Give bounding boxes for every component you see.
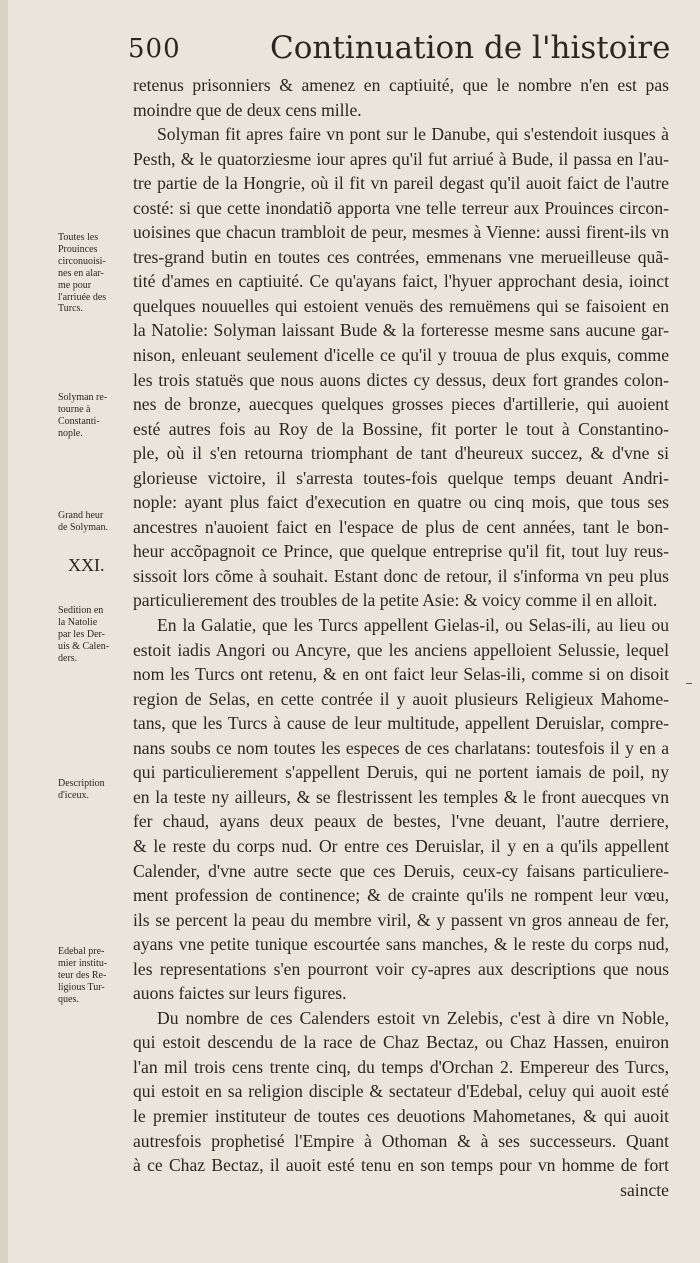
margin-mark — [686, 683, 692, 684]
text-line: uoisines que chacun trambloit de peur, mesmes à Vienne: aussi firent-ils vn — [133, 222, 669, 243]
margin-note-line: la Natolie — [58, 616, 98, 628]
margin-note-sedition — [58, 605, 130, 665]
text-line: à ce Chaz Bectaz, il auoit esté tenu en son temps pour vn homme de fort — [133, 1155, 669, 1176]
text-line: heur accõpagnoit ce Prince, que quelque entreprise qu'il fit, tout luy reus- — [133, 541, 669, 562]
margin-note-provinces-alarme — [58, 232, 130, 315]
margin-note-line: Grand heur — [58, 510, 104, 521]
body-text — [133, 73, 669, 1202]
text-line: Solyman fit apres faire vn pont sur le Danube, qui s'estendoit iusques à — [157, 124, 669, 145]
text-line: ayans vne petite tunique escourtée sans manches, & le reste du corps nud, — [133, 934, 669, 955]
text-line: sissoit lors cõme à souhait. Estant donc de retour, il s'informa vn peu plus — [133, 565, 669, 586]
text-line: moindre que de deux cens mille. — [133, 99, 362, 120]
text-line: glorieuse victoire, il s'arresta toutes-fois quelque temps deuant Andri- — [133, 467, 669, 488]
text-line: & le reste du corps nud. Or entre ces Deruislar, il y en a qu'ils appellent — [133, 835, 669, 856]
text-line: ancestres n'auoient faict en l'espace de plus de cent années, tant le bon- — [133, 516, 669, 537]
text-line: qui particulierement s'appellent Deruis, qui ne portent iamais de poil, ny — [133, 762, 669, 783]
text-line: fer chaud, ayans deux peaux de bestes, l'vne deuant, l'autre derriere, — [133, 811, 669, 832]
margin-note-line: d'iceux. — [58, 789, 89, 801]
margin-note-line: nople. — [58, 427, 83, 439]
text-line: nans soubs ce nom toutes les especes de ces charlatans: toutesfois il y en a — [133, 737, 669, 758]
margin-note-line: Sedition en — [58, 605, 104, 616]
text-line: costé: si que cette inondatiõ apporta vne telle terreur aux Prouinces circon- — [133, 197, 669, 218]
text-line: auons faictes sur leurs figures. — [133, 983, 347, 1004]
margin-note-line: ligious Tur- — [58, 981, 105, 993]
margin-note-line: ders. — [58, 652, 78, 664]
text-line: ple, où il s'en retourna triomphant de tant d'heureux succez, & d'vne si — [133, 443, 669, 464]
text-line: autresfois prophetisé l'Empire à Othoman & à ses successeurs. Quant — [133, 1130, 669, 1151]
text-line: nison, enleuant seulement d'icelle ce qu'il y trouua de plus exquis, comme — [133, 345, 669, 366]
text-line: tité d'ames en captiuité. Ce qu'ayans faict, l'hyuer approchant desia, ioinct — [133, 271, 669, 292]
page-header — [128, 30, 676, 70]
text-line: qui estoit descendu de la race de Chaz Bectaz, ou Chaz Hassen, enuiron — [133, 1032, 669, 1053]
margin-note-line: de Solyman. — [58, 521, 108, 533]
page-gutter — [0, 0, 8, 1263]
margin-note-line: ques. — [58, 993, 79, 1005]
text-line: nom les Turcs ont retenu, & en ont faict leur Selas-ili, comme si on disoit — [133, 664, 669, 685]
text-line: l'an mil trois cens trente cinq, du temps d'Orchan 2. Empereur des Turcs, — [133, 1056, 669, 1077]
text-line: Pesth, & le quatorziesme iour apres qu'il fut arriué à Bude, il passa en l'au- — [133, 148, 669, 169]
text-line: ment profession de continence; & de crainte qu'ils ne rompent leur vœu, — [133, 885, 669, 906]
margin-note-line: teur des Re- — [58, 969, 107, 981]
page-number: 500 — [128, 34, 181, 64]
margin-note-line: tourne à — [58, 403, 91, 415]
margin-note-solyman-retourne — [58, 392, 130, 440]
text-line: qui estoit en sa religion disciple & sectateur d'Edebal, celuy qui auoit esté — [133, 1081, 669, 1102]
margin-note-line: nes en alar- — [58, 267, 104, 279]
text-line: saincte — [620, 1179, 669, 1200]
text-line: la Natolie: Solyman laissant Bude & la forteresse mesme sans aucune gar- — [133, 320, 669, 341]
text-line: tres-grand butin en toutes ces contrées, emmenans vne merueilleuse quã- — [133, 246, 669, 267]
text-line: retenus prisonniers & amenez en captiuité, que le nombre n'en est pas — [133, 75, 669, 95]
margin-note-line: mier institu- — [58, 957, 108, 969]
text-line: Calender, d'vne autre secte que ces Deruis, ceux-cy faisans particuliere- — [133, 860, 669, 881]
text-line: esté autres fois au Roy de la Bossine, fit porter le tout à Constantino- — [133, 418, 669, 439]
text-line: nes de bronze, auecques quelques grosses pieces d'artillerie, qui auoient — [133, 394, 669, 415]
text-line: les representations s'en pourront voir cy-apres aux descriptions que nous — [133, 958, 669, 979]
text-line: particulierement des troubles de la petite Asie: & voicy comme il en alloit. — [133, 590, 658, 611]
text-line: tre partie de la Hongrie, où il fit vn pareil degast qu'il auoit faict de l'autre — [133, 173, 669, 194]
text-line: nople: ayant plus faict d'execution en quatre ou cinq mois, que tous ses — [133, 492, 669, 513]
margin-note-line: Prouinces — [58, 243, 98, 255]
text-line: en la teste ny ailleurs, & se flestrissent les temples & le front auecques vn — [133, 786, 669, 807]
text-line: quelques nouuelles qui estoient venuës des remuëmens qui se faisoient en — [133, 295, 669, 316]
margin-note-line: Edebal pre- — [58, 946, 105, 957]
margin-note-edebal — [58, 946, 130, 1006]
text-line: region de Selas, en cette contrée il y auoit plusieurs Religieux Mahome- — [133, 688, 669, 709]
margin-note-grand-heur — [58, 510, 130, 534]
margin-note-line: me pour — [58, 279, 92, 291]
text-line: Du nombre de ces Calenders estoit vn Zelebis, c'est à dire vn Noble, — [157, 1007, 669, 1028]
text-line: En la Galatie, que les Turcs appellent Gielas-il, ou Selas-ili, au lieu ou — [157, 615, 669, 636]
text-line: tans, que les Turcs à cause de leur multitude, appellent Deruislar, compre- — [133, 713, 669, 734]
margin-note-description — [58, 778, 130, 802]
margin-note-line: uis & Calen- — [58, 640, 110, 652]
margin-note-line: par les Der- — [58, 628, 105, 640]
margin-note-line: Constanti- — [58, 415, 100, 427]
chapter-number: XXI. — [68, 555, 105, 575]
text-line: ils se percent la peau du membre viril, & y passent vn gros anneau de fer, — [133, 909, 669, 930]
text-line: les trois statuës que nous auons dictes cy dessus, deux fort grandes colon- — [133, 369, 669, 390]
text-line: estoit iadis Angori ou Ancyre, que les anciens appelloient Selussie, lequel — [133, 639, 669, 660]
running-title: Continuation de l'histoire — [270, 30, 671, 66]
margin-note-line: circonuoisi- — [58, 255, 106, 267]
margin-note-line: Turcs. — [58, 303, 83, 315]
margin-note-line: Solyman re- — [58, 392, 108, 403]
margin-note-line: l'arriuée des — [58, 291, 107, 303]
text-line: le premier instituteur de toutes ces deuotions Mahometanes, & qui auoit — [133, 1105, 669, 1126]
margin-note-line: Description — [58, 778, 105, 789]
margin-note-line: Toutes les — [58, 232, 99, 243]
